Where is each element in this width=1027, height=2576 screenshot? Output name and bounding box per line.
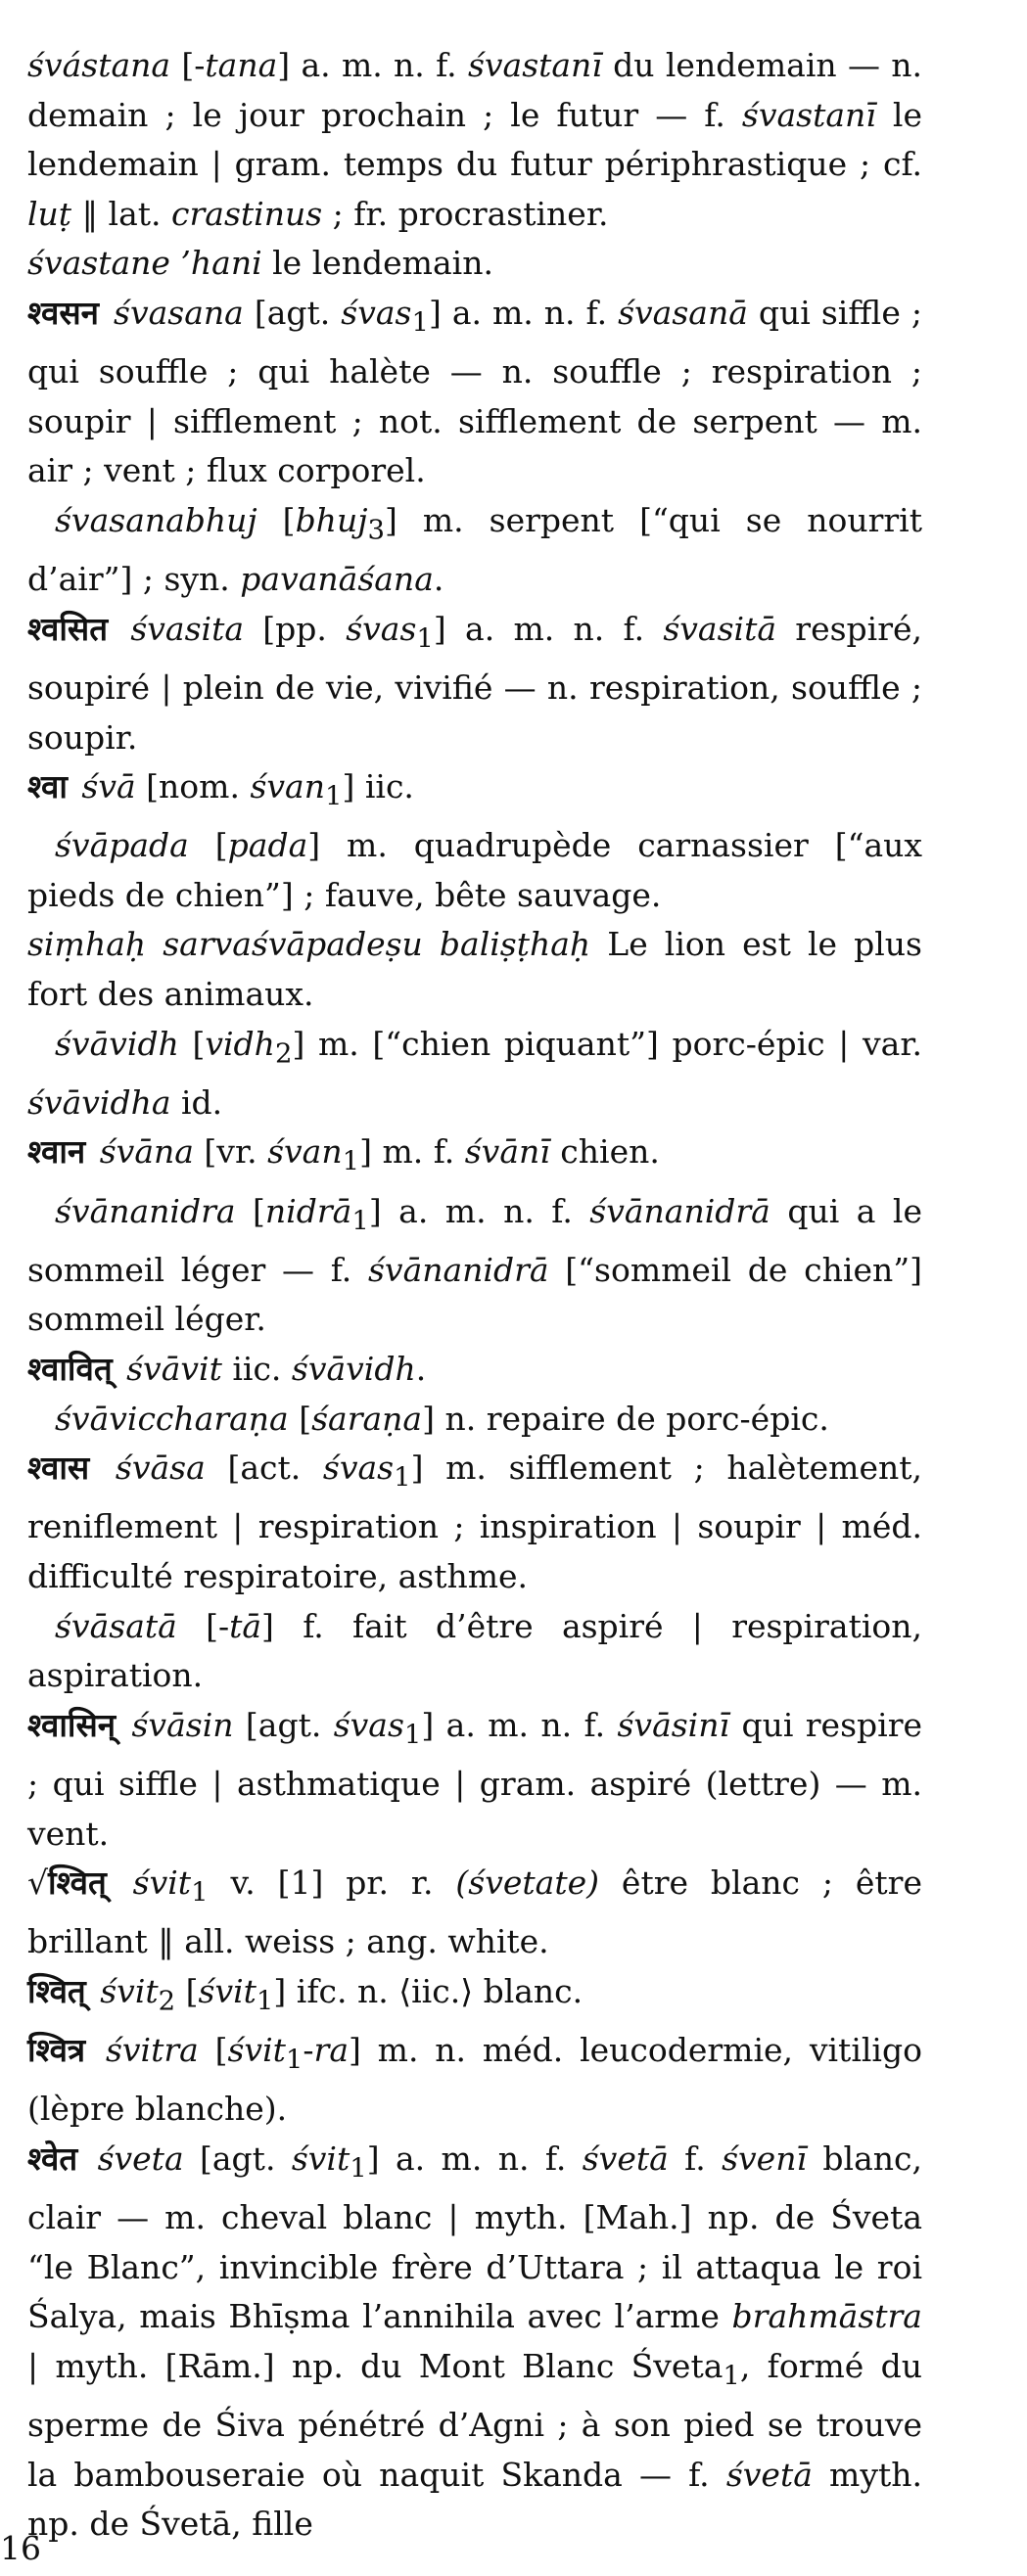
- dictionary-entry: śvāviccharaṇa [śaraṇa] n. repaire de porc-épic.: [55, 1399, 829, 1438]
- dictionary-entry: śvástana [-tana] a. m. n. f. śvastanī du lendemain — n. demain ; le jour prochain ; le futur — f. śvastanī le lendemain | gram. temps du futur périphrastique ; cf. luṭ ‖ lat. crastinus ; fr. procrastiner.: [27, 46, 923, 233]
- dictionary-entry: श्वसन śvasana [agt. śvas$_1$] a. m. n. f. śvasanā qui siffle ; qui souffle ; qui halète — n. souffle ; respiration ; soupir | sifflement ; not. sifflement de serpent — m. air ; vent ; flux corporel.: [27, 293, 922, 490]
- dictionary-entry: श्वेत śveta [agt. śvit$_1$] a. m. n. f. śvetā f. śvenī blanc, clair — m. cheval blanc | myth. [Mah.] np. de Śveta “le Blanc”, invincible frère d’Uttara ; il attaqua le roi Śalya, mais Bhīṣma l’annihila avec l’arme brahmāstra | myth. [Rām.] np. du Mont Blanc Śveta$_1$, formé du sperme de Śiva pénétré d’Agni ; à son pied se trouve la bambouseraie où naquit Skanda — f. śvetā myth. np. de Śvetā, fille: [27, 2139, 922, 2544]
- dictionary-entry: śvānanidra [nidrā$_1$] a. m. n. f. śvānanidrā qui a le sommeil léger — f. śvānanidrā [“sommeil de chien”] sommeil léger.: [27, 1191, 922, 1339]
- dictionary-page: [27, 41, 922, 2550]
- dictionary-entry: श्वास śvāsa [act. śvas$_1$] m. sifflement ; halètement, reniflement | respiration ; inspiration | soupir | méd. difficulté respiratoire, asthme.: [27, 1449, 923, 1595]
- dictionary-entry: श्वावित् śvāvit iic. śvāvidh.: [27, 1350, 427, 1388]
- dictionary-entry: śvāvidh [vidh$_2$] m. [“chien piquant”] porc-épic | var. śvāvidha id.: [27, 1024, 922, 1122]
- dictionary-entry: श्वासिन् śvāsin [agt. śvas$_1$] a. m. n. f. śvāsinī qui respire ; qui siffle | asthmatique | gram. aspiré (lettre) — m. vent.: [27, 1705, 922, 1853]
- dictionary-entry: श्वसित śvasita [pp. śvas$_1$] a. m. n. f. śvasitā respiré, soupiré | plein de vie, vivifié — n. respiration, souffle ; soupir.: [27, 609, 923, 757]
- dictionary-entry: √श्वित् śvit$_1$ v. [1] pr. r. (śvetate) être blanc ; être brillant ‖ all. weiss ; ang. white.: [27, 1863, 922, 1961]
- page-number: 16: [0, 2529, 41, 2567]
- dictionary-entry: śvāpada [pada] m. quadrupède carnassier [“aux pieds de chien”] ; fauve, bête sauvage.: [27, 826, 922, 914]
- dictionary-entry: श्वान śvāna [vr. śvan$_1$] m. f. śvānī chien.: [27, 1132, 660, 1178]
- dictionary-entry: श्वित्र śvitra [śvit$_1$-ra] m. n. méd. leucodermie, vitiligo (lèpre blanche).: [27, 2031, 922, 2129]
- dictionary-entry: śvastane ’hani le lendemain.: [27, 244, 493, 283]
- dictionary-entry: śvāsatā [-tā] f. fait d’être aspiré | respiration, aspiration.: [27, 1606, 922, 1695]
- dictionary-entry: श्वा śvā [nom. śvan$_1$] iic.: [27, 767, 414, 812]
- dictionary-entry: śvasanabhuj [bhuj$_3$] m. serpent [“qui se nourrit d’air”] ; syn. pavanāśana.: [27, 500, 922, 599]
- dictionary-entry: siṃhaḥ sarvaśvāpadeṣu baliṣṭhaḥ Le lion est le plus fort des animaux.: [27, 925, 922, 1014]
- dictionary-entry: श्वित् śvit$_2$ [śvit$_1$] ifc. n. ⟨iic.⟩ blanc.: [27, 1971, 584, 2017]
- dictionary-entries: [27, 41, 922, 2550]
